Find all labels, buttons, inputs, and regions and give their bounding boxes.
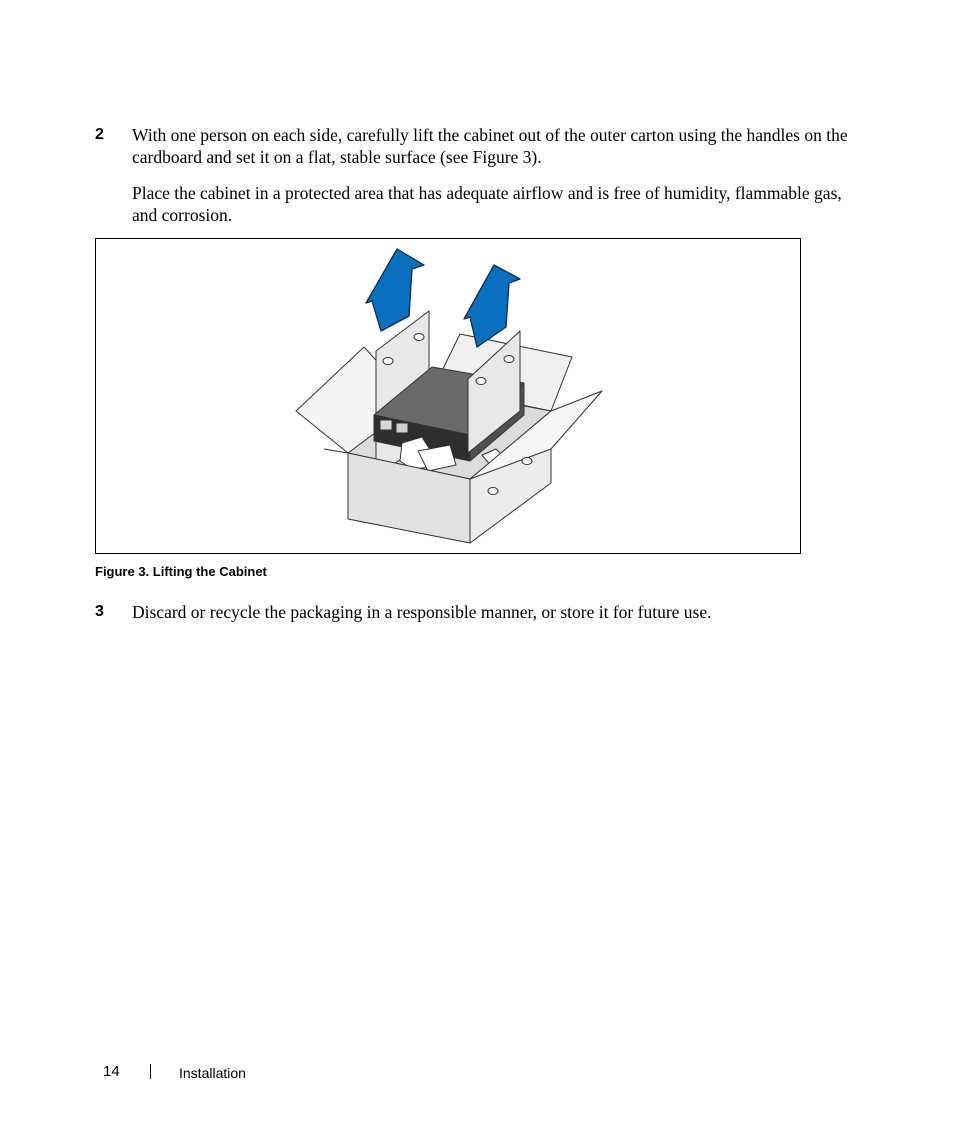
lift-arrow-icon: [464, 265, 520, 347]
lift-arrow-icon: [366, 249, 424, 331]
step-number: 3: [95, 603, 104, 620]
step-paragraph: Discard or recycle the packaging in a responsible manner, or store it for future use.: [132, 602, 712, 622]
figure-frame: [95, 238, 801, 554]
footer-divider: [150, 1064, 151, 1079]
page-number: 14: [103, 1063, 120, 1080]
step-3: [95, 601, 855, 637]
figure-caption: Figure 3. Lifting the Cabinet: [95, 564, 267, 579]
step-2: [95, 124, 855, 240]
step-paragraph: With one person on each side, carefully lift the cabinet out of the outer carton using the handles on the cardboard and set it on a flat, stable surface (see Figure 3).: [132, 125, 848, 167]
step-paragraph: Place the cabinet in a protected area that has adequate airflow and is free of humidity, flammable gas, and corrosion.: [132, 183, 842, 225]
step-body: [132, 124, 855, 226]
step-body: [132, 601, 855, 623]
step-number: 2: [95, 126, 104, 143]
footer-section-title: Installation: [179, 1065, 246, 1081]
cabinet-lift-illustration: [96, 239, 802, 555]
